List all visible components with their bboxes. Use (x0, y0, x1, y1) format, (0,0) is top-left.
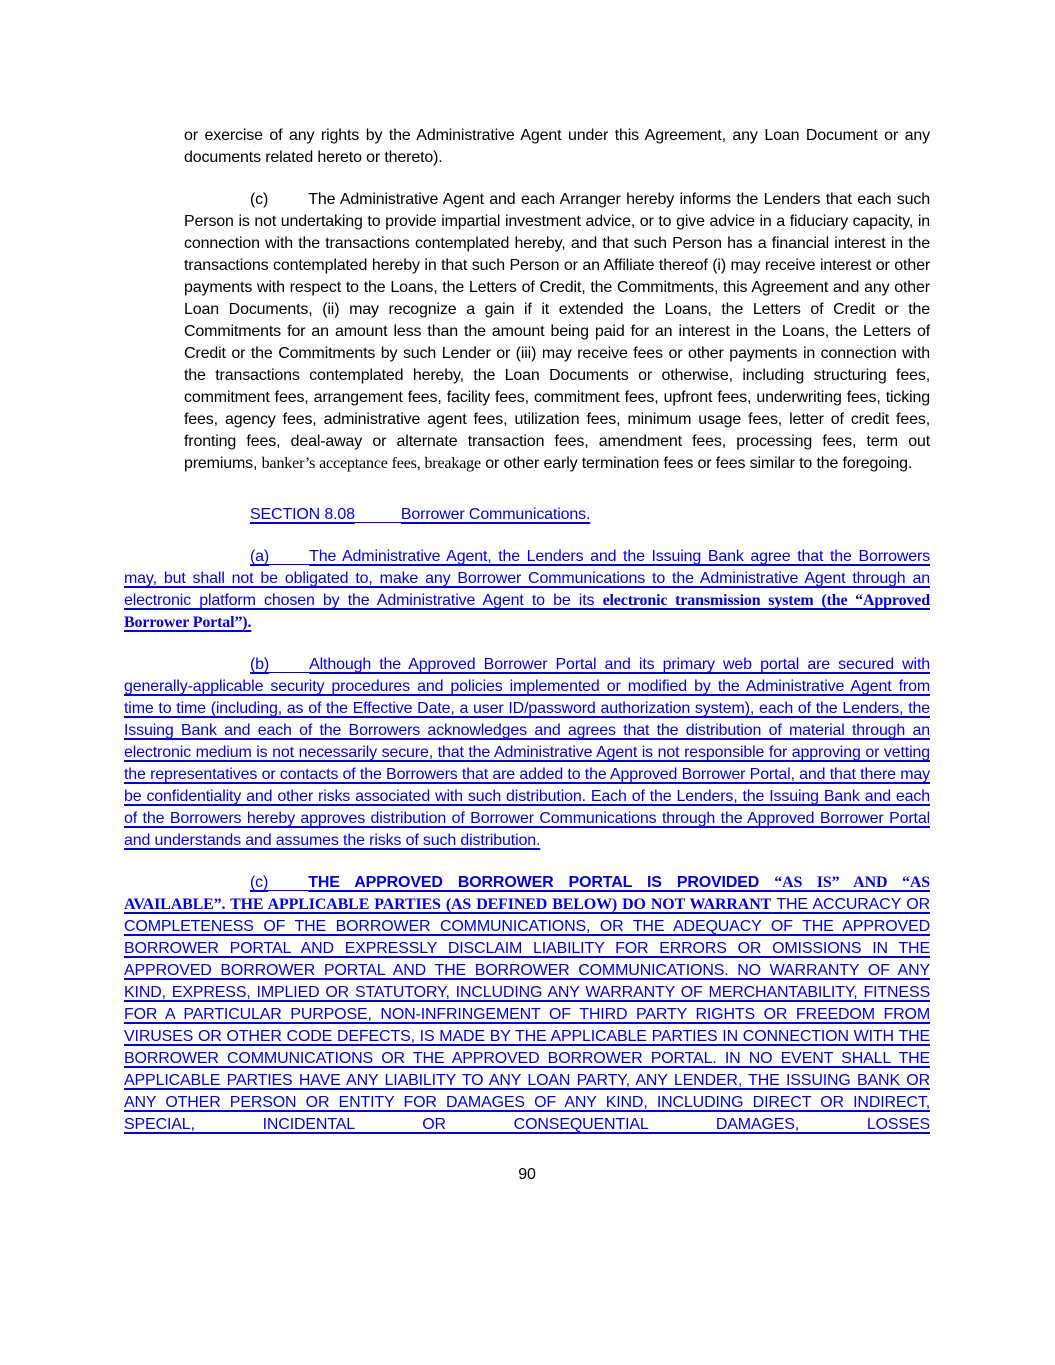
section-number: SECTION 8.08 (250, 506, 355, 523)
body-text: The Administrative Agent, the Lenders and the Issuing Bank agree that the Borrowers may, but shall not be obligated to, make any Borrower Communications to the Administrative Agent through an electronic platform chosen by the Administrative Agent to be its (124, 548, 930, 609)
tab-spacer (355, 518, 401, 523)
body-text: or exercise of any rights by the Administrative Agent under this Agreement, any Loan Document or any documents related hereto or thereto). (184, 127, 930, 166)
clause-label: (b) (250, 656, 270, 673)
paragraph-a-borrower-communications (124, 546, 930, 634)
paragraph-c-arranger-disclosure (184, 189, 930, 475)
tab-spacer (269, 560, 309, 565)
body-text: The Administrative Agent and each Arranger hereby informs the Lenders that each such Person is not undertaking to provide impartial investment advice, or to give advice in a fiduciary capacity, in connection with the transactions contemplated hereby, and that such Person has a financial interest in the transactions contemplated hereby in that such Person or an Affiliate thereof (i) may receive interest or other payments with respect to the Loans, the Letters of Credit, the Commitments, this Agreement and any other Loan Documents, (ii) may recognize a gain if it extended the Loans, the Letters of Credit or the Commitments for an amount less than the amount being paid for an interest in the Loans, the Letters of Credit or the Commitments by such Lender or (iii) may receive fees or other payments in connection with the transactions contemplated hereby, the Loan Documents or otherwise, including structuring fees, commitment fees, arrangement fees, facility fees, commitment fees, upfront fees, underwriting fees, ticking fees, agency fees, administrative agent fees, utilization fees, minimum usage fees, letter of credit fees, fronting fees, deal-away or alternate transaction fees, amendment fees, processing fees, term out premiums, (184, 191, 930, 472)
paragraph-remedies-continuation (184, 125, 930, 169)
clause-label: (a) (250, 548, 270, 565)
tab-spacer (268, 886, 308, 891)
page-number: 90 (518, 1166, 536, 1183)
defined-term-approved-borrower-portal: electronic transmission system (the “Approved Borrower Portal”). (124, 592, 930, 631)
body-text: Although the Approved Borrower Portal and its primary web portal are secured with generally-applicable security procedures and policies implemented or modified by the Administrative Agent from time to time (including, as of the Effective Date, a user ID/password authorization system), each of the Lenders, the Issuing Bank and each of the Borrowers acknowledges and agrees that the distribution of material through an electronic medium is not necessarily secure, that the Administrative Agent is not responsible for approving or vetting the representatives or contacts of the Borrowers that are added to the Approved Borrower Portal, and that there may be confidentiality and other risks associated with such distribution. Each of the Lenders, the Issuing Bank and each of the Borrowers hereby approves distribution of Borrower Communications through the Approved Borrower Portal and understands and assumes the risks of such distribution. (124, 656, 930, 849)
paragraph-b-portal-security (124, 654, 930, 852)
body-text: THE ACCURACY OR COMPLETENESS OF THE BORROWER COMMUNICATIONS, OR THE ADEQUACY OF THE APPROVED BORROWER PORTAL AND EXPRESSLY DISCLAIM LIABILITY FOR ERRORS OR OMISSIONS IN THE APPROVED BORROWER PORTAL AND THE BORROWER COMMUNICATIONS. NO WARRANTY OF ANY KIND, EXPRESS, IMPLIED OR STATUTORY, INCLUDING ANY WARRANTY OF MERCHANTABILITY, FITNESS FOR A PARTICULAR PURPOSE, NON-INFRINGEMENT OF THIRD PARTY RIGHTS OR FREEDOM FROM VIRUSES OR OTHER CODE DEFECTS, IS MADE BY THE APPLICABLE PARTIES IN CONNECTION WITH THE BORROWER COMMUNICATIONS OR THE APPROVED BORROWER PORTAL. IN NO EVENT SHALL THE APPLICABLE PARTIES HAVE ANY LIABILITY TO ANY LOAN PARTY, ANY LENDER, THE ISSUING BANK OR ANY OTHER PERSON OR ENTITY FOR DAMAGES OF ANY KIND, INCLUDING DIRECT OR INDIRECT, SPECIAL, INCIDENTAL OR CONSEQUENTIAL DAMAGES, LOSSES (124, 896, 930, 1133)
body-text: or other early termination fees or fees similar to the foregoing. (481, 455, 913, 472)
section-8-08-heading (124, 504, 930, 526)
disclaimer-bold-quoted: “AS IS” AND “AS AVAILABLE”. THE APPLICABLE PARTIES (AS DEFINED BELOW) DO NOT WARRANT (124, 874, 930, 913)
disclaimer-bold-lead: THE APPROVED BORROWER PORTAL IS PROVIDED (308, 874, 775, 891)
tab-spacer (269, 668, 309, 673)
page-footer (124, 1164, 930, 1186)
clause-label: (c) (250, 874, 269, 891)
section-title: Borrower Communications. (400, 506, 591, 523)
clause-label: (c) (250, 191, 269, 208)
body-text-serif-phrase: banker’s acceptance fees, breakage (261, 455, 481, 472)
paragraph-c-as-is-disclaimer (124, 872, 930, 1136)
